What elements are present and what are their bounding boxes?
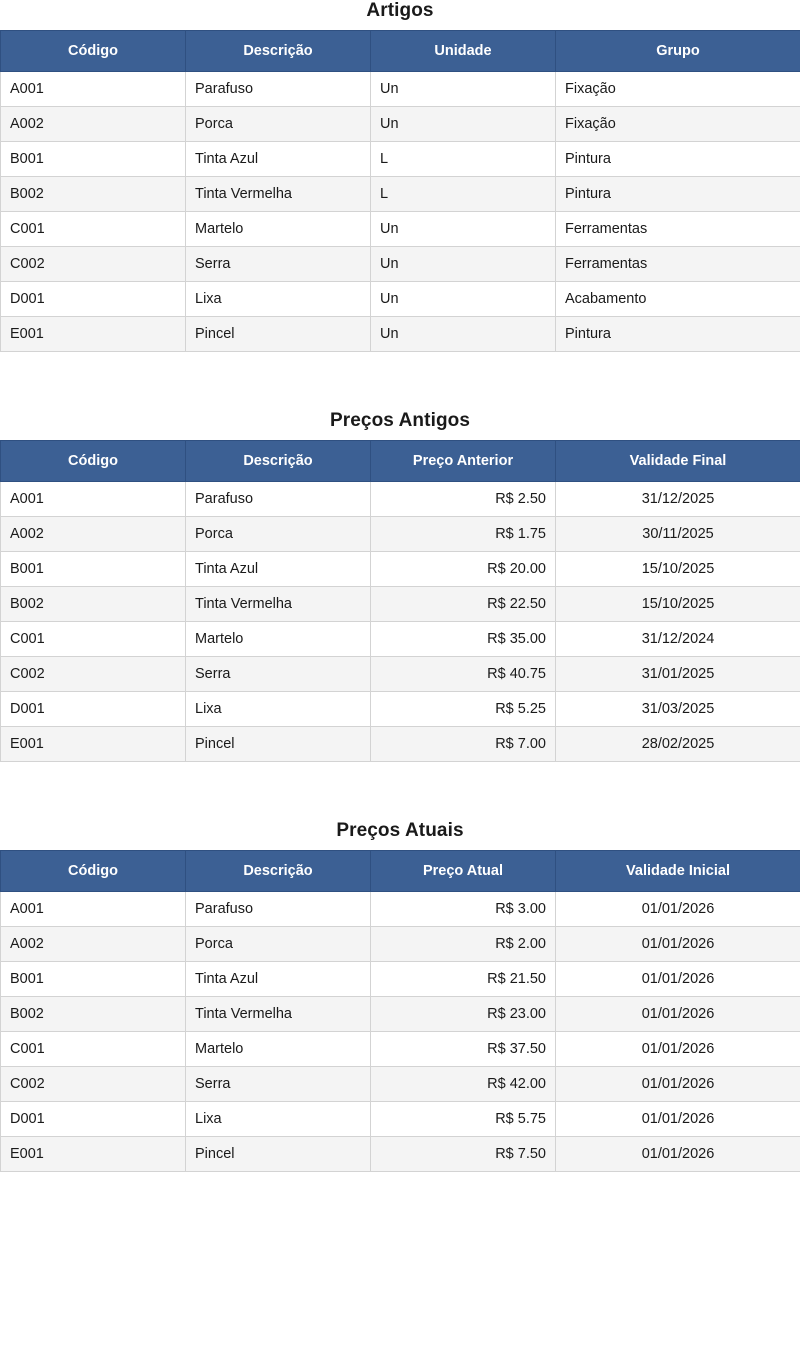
cell-codigo: A002 (1, 517, 186, 552)
cell-preco-atual: R$ 42.00 (371, 1067, 556, 1102)
cell-grupo: Pintura (556, 177, 800, 212)
cell-unidade: Un (371, 282, 556, 317)
table-row (1, 1067, 800, 1102)
cell-unidade: L (371, 177, 556, 212)
cell-descricao: Porca (186, 927, 371, 962)
table-header (1, 851, 800, 892)
table-header (1, 441, 800, 482)
section-title: Artigos (366, 0, 434, 21)
table-row (1, 657, 800, 692)
cell-descricao: Serra (186, 1067, 371, 1102)
header-row (1, 31, 800, 72)
cell-codigo: B002 (1, 997, 186, 1032)
cell-codigo: A001 (1, 482, 186, 517)
cell-descricao: Parafuso (186, 72, 371, 107)
cell-descricao: Tinta Vermelha (186, 177, 371, 212)
table-row (1, 482, 800, 517)
cell-codigo: C002 (1, 1067, 186, 1102)
cell-codigo: A002 (1, 107, 186, 142)
table-row (1, 962, 800, 997)
cell-codigo: C002 (1, 247, 186, 282)
table-precos-atuais (0, 850, 800, 1172)
cell-codigo: E001 (1, 727, 186, 762)
table-row (1, 107, 800, 142)
cell-codigo: C001 (1, 622, 186, 657)
cell-preco-atual: R$ 7.50 (371, 1137, 556, 1172)
cell-validade-inicial: 01/01/2026 (556, 1032, 800, 1067)
cell-descricao: Serra (186, 657, 371, 692)
cell-grupo: Ferramentas (556, 212, 800, 247)
cell-validade-final: 31/12/2024 (556, 622, 800, 657)
cell-descricao: Serra (186, 247, 371, 282)
cell-grupo: Ferramentas (556, 247, 800, 282)
cell-descricao: Parafuso (186, 892, 371, 927)
cell-unidade: L (371, 142, 556, 177)
cell-preco-anterior: R$ 20.00 (371, 552, 556, 587)
cell-preco-atual: R$ 37.50 (371, 1032, 556, 1067)
column-header-validade-inicial: Validade Inicial (556, 851, 800, 892)
column-header-codigo: Código (1, 851, 186, 892)
cell-validade-final: 31/01/2025 (556, 657, 800, 692)
cell-codigo: A002 (1, 927, 186, 962)
cell-validade-inicial: 01/01/2026 (556, 1102, 800, 1137)
table-row (1, 1137, 800, 1172)
table-body (1, 892, 800, 1172)
cell-descricao: Martelo (186, 1032, 371, 1067)
cell-preco-atual: R$ 23.00 (371, 997, 556, 1032)
cell-descricao: Martelo (186, 212, 371, 247)
table-row (1, 212, 800, 247)
table-row (1, 552, 800, 587)
cell-preco-anterior: R$ 22.50 (371, 587, 556, 622)
section-precos-atuais (0, 820, 800, 1172)
column-header-codigo: Código (1, 31, 186, 72)
cell-descricao: Pincel (186, 727, 371, 762)
cell-preco-anterior: R$ 35.00 (371, 622, 556, 657)
header-row (1, 851, 800, 892)
cell-preco-anterior: R$ 40.75 (371, 657, 556, 692)
cell-codigo: B001 (1, 962, 186, 997)
table-row (1, 1102, 800, 1137)
cell-descricao: Parafuso (186, 482, 371, 517)
table-row (1, 1032, 800, 1067)
cell-validade-final: 15/10/2025 (556, 587, 800, 622)
table-row (1, 72, 800, 107)
cell-descricao: Tinta Azul (186, 552, 371, 587)
table-row (1, 517, 800, 552)
cell-grupo: Acabamento (556, 282, 800, 317)
cell-descricao: Lixa (186, 692, 371, 727)
column-header-validade-final: Validade Final (556, 441, 800, 482)
cell-descricao: Pincel (186, 1137, 371, 1172)
cell-preco-atual: R$ 3.00 (371, 892, 556, 927)
column-header-descricao: Descrição (186, 851, 371, 892)
table-row (1, 892, 800, 927)
table-row (1, 927, 800, 962)
cell-preco-atual: R$ 2.00 (371, 927, 556, 962)
table-row (1, 317, 800, 352)
table-header (1, 31, 800, 72)
cell-descricao: Porca (186, 517, 371, 552)
cell-validade-final: 31/03/2025 (556, 692, 800, 727)
table-row (1, 142, 800, 177)
section-title: Preços Antigos (329, 410, 471, 431)
cell-codigo: D001 (1, 1102, 186, 1137)
cell-codigo: D001 (1, 692, 186, 727)
table-row (1, 282, 800, 317)
cell-codigo: C002 (1, 657, 186, 692)
column-header-descricao: Descrição (186, 31, 371, 72)
cell-descricao: Martelo (186, 622, 371, 657)
table-row (1, 587, 800, 622)
column-header-grupo: Grupo (556, 31, 800, 72)
cell-descricao: Tinta Vermelha (186, 587, 371, 622)
cell-validade-final: 15/10/2025 (556, 552, 800, 587)
cell-validade-inicial: 01/01/2026 (556, 927, 800, 962)
cell-preco-anterior: R$ 1.75 (371, 517, 556, 552)
cell-grupo: Pintura (556, 317, 800, 352)
cell-validade-inicial: 01/01/2026 (556, 892, 800, 927)
column-header-preco-atual: Preço Atual (371, 851, 556, 892)
cell-preco-anterior: R$ 2.50 (371, 482, 556, 517)
cell-descricao: Porca (186, 107, 371, 142)
section-artigos (0, 0, 800, 352)
cell-codigo: E001 (1, 317, 186, 352)
cell-validade-inicial: 01/01/2026 (556, 997, 800, 1032)
cell-grupo: Fixação (556, 107, 800, 142)
cell-codigo: B001 (1, 142, 186, 177)
table-body (1, 72, 800, 352)
table-precos-antigos (0, 440, 800, 762)
table-row (1, 997, 800, 1032)
cell-preco-anterior: R$ 5.25 (371, 692, 556, 727)
cell-unidade: Un (371, 212, 556, 247)
cell-codigo: C001 (1, 212, 186, 247)
header-row (1, 441, 800, 482)
table-row (1, 622, 800, 657)
cell-descricao: Tinta Azul (186, 962, 371, 997)
column-header-unidade: Unidade (371, 31, 556, 72)
cell-descricao: Lixa (186, 282, 371, 317)
cell-validade-inicial: 01/01/2026 (556, 1137, 800, 1172)
table-row (1, 692, 800, 727)
cell-descricao: Lixa (186, 1102, 371, 1137)
cell-unidade: Un (371, 107, 556, 142)
cell-unidade: Un (371, 72, 556, 107)
cell-validade-final: 31/12/2025 (556, 482, 800, 517)
cell-grupo: Pintura (556, 142, 800, 177)
cell-unidade: Un (371, 317, 556, 352)
table-body (1, 482, 800, 762)
section-spacer (0, 762, 800, 820)
cell-validade-final: 28/02/2025 (556, 727, 800, 762)
column-header-preco-anterior: Preço Anterior (371, 441, 556, 482)
table-row (1, 727, 800, 762)
cell-codigo: A001 (1, 72, 186, 107)
cell-preco-anterior: R$ 7.00 (371, 727, 556, 762)
cell-validade-final: 30/11/2025 (556, 517, 800, 552)
section-precos-antigos (0, 410, 800, 762)
cell-preco-atual: R$ 21.50 (371, 962, 556, 997)
cell-unidade: Un (371, 247, 556, 282)
section-spacer (0, 352, 800, 410)
cell-validade-inicial: 01/01/2026 (556, 1067, 800, 1102)
cell-grupo: Fixação (556, 72, 800, 107)
table-row (1, 177, 800, 212)
table-artigos (0, 30, 800, 352)
cell-codigo: A001 (1, 892, 186, 927)
cell-preco-atual: R$ 5.75 (371, 1102, 556, 1137)
cell-descricao: Pincel (186, 317, 371, 352)
cell-codigo: D001 (1, 282, 186, 317)
column-header-descricao: Descrição (186, 441, 371, 482)
cell-descricao: Tinta Vermelha (186, 997, 371, 1032)
section-title: Preços Atuais (336, 820, 464, 841)
table-row (1, 247, 800, 282)
cell-codigo: B002 (1, 587, 186, 622)
cell-descricao: Tinta Azul (186, 142, 371, 177)
cell-codigo: C001 (1, 1032, 186, 1067)
cell-codigo: E001 (1, 1137, 186, 1172)
cell-codigo: B001 (1, 552, 186, 587)
column-header-codigo: Código (1, 441, 186, 482)
cell-codigo: B002 (1, 177, 186, 212)
cell-validade-inicial: 01/01/2026 (556, 962, 800, 997)
